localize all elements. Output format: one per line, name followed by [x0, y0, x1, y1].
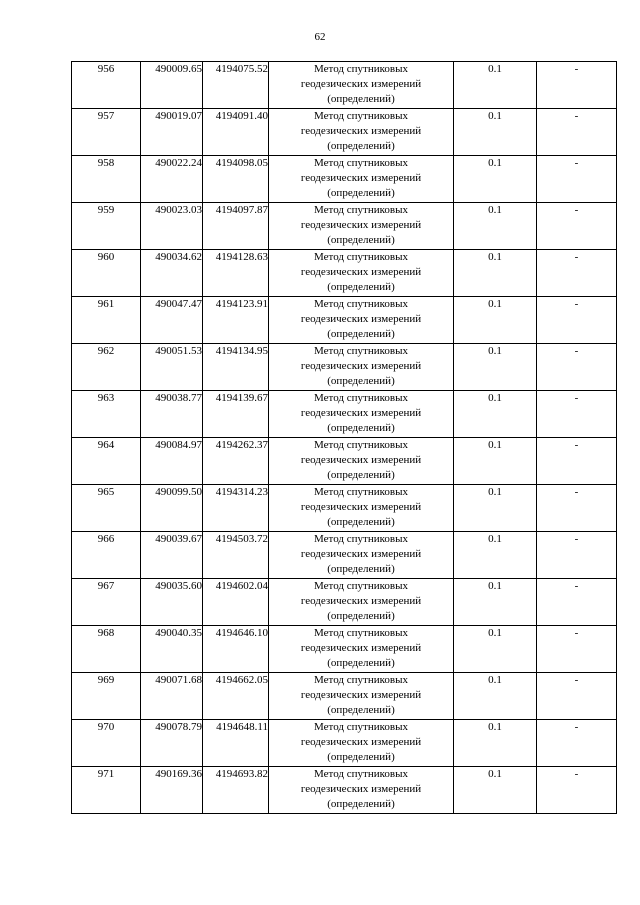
- point-number-cell: 962: [72, 344, 141, 391]
- method-text-line: Метод спутниковых: [314, 157, 408, 169]
- point-number-cell: 968: [72, 626, 141, 673]
- point-number-cell: 956: [72, 62, 141, 109]
- method-text-line: (определений): [327, 422, 395, 434]
- method-text-line: Метод спутниковых: [314, 627, 408, 639]
- y-coordinate-cell: 4194693.82: [203, 767, 269, 814]
- method-text-line: геодезических измерений: [300, 642, 422, 654]
- method-text-line: (определений): [327, 140, 395, 152]
- method-text-line: геодезических измерений: [300, 595, 422, 607]
- x-coordinate-cell: 490019.07: [141, 109, 203, 156]
- note-cell: -: [537, 344, 617, 391]
- y-coordinate-cell: 4194662.05: [203, 673, 269, 720]
- point-number-cell: 970: [72, 720, 141, 767]
- method-cell: [269, 109, 454, 156]
- method-text-line: (определений): [327, 281, 395, 293]
- table-row: [72, 297, 617, 344]
- x-coordinate-cell: 490071.68: [141, 673, 203, 720]
- y-coordinate-cell: 4194648.11: [203, 720, 269, 767]
- method-text-line: (определений): [327, 93, 395, 105]
- coordinates-table: [71, 61, 617, 814]
- note-cell: -: [537, 626, 617, 673]
- method-text-line: (определений): [327, 469, 395, 481]
- method-cell: [269, 156, 454, 203]
- method-text-line: геодезических измерений: [300, 407, 422, 419]
- point-number-cell: 959: [72, 203, 141, 250]
- x-coordinate-cell: 490022.24: [141, 156, 203, 203]
- x-coordinate-cell: 490040.35: [141, 626, 203, 673]
- table-row: [72, 673, 617, 720]
- point-number-cell: 957: [72, 109, 141, 156]
- method-text-line: Метод спутниковых: [314, 110, 408, 122]
- method-text-line: Метод спутниковых: [314, 439, 408, 451]
- method-text-line: Метод спутниковых: [314, 486, 408, 498]
- table-row: [72, 391, 617, 438]
- method-cell: [269, 203, 454, 250]
- method-cell: [269, 438, 454, 485]
- method-cell: [269, 767, 454, 814]
- method-text-line: Метод спутниковых: [314, 674, 408, 686]
- method-text-line: геодезических измерений: [300, 454, 422, 466]
- note-cell: -: [537, 673, 617, 720]
- y-coordinate-cell: 4194262.37: [203, 438, 269, 485]
- y-coordinate-cell: 4194503.72: [203, 532, 269, 579]
- method-text-line: Метод спутниковых: [314, 392, 408, 404]
- x-coordinate-cell: 490038.77: [141, 391, 203, 438]
- x-coordinate-cell: 490084.97: [141, 438, 203, 485]
- x-coordinate-cell: 490034.62: [141, 250, 203, 297]
- accuracy-cell: 0.1: [454, 344, 537, 391]
- y-coordinate-cell: 4194075.52: [203, 62, 269, 109]
- method-text-line: геодезических измерений: [300, 736, 422, 748]
- point-number-cell: 961: [72, 297, 141, 344]
- note-cell: -: [537, 532, 617, 579]
- x-coordinate-cell: 490009.65: [141, 62, 203, 109]
- method-text-line: геодезических измерений: [300, 219, 422, 231]
- y-coordinate-cell: 4194128.63: [203, 250, 269, 297]
- note-cell: -: [537, 62, 617, 109]
- method-text-line: Метод спутниковых: [314, 63, 408, 75]
- method-cell: [269, 485, 454, 532]
- table-row: [72, 579, 617, 626]
- y-coordinate-cell: 4194314.23: [203, 485, 269, 532]
- method-text-line: Метод спутниковых: [314, 345, 408, 357]
- method-cell: [269, 579, 454, 626]
- method-text-line: геодезических измерений: [300, 78, 422, 90]
- y-coordinate-cell: 4194646.10: [203, 626, 269, 673]
- method-cell: [269, 250, 454, 297]
- method-cell: [269, 62, 454, 109]
- accuracy-cell: 0.1: [454, 767, 537, 814]
- note-cell: -: [537, 720, 617, 767]
- y-coordinate-cell: 4194097.87: [203, 203, 269, 250]
- method-text-line: геодезических измерений: [300, 783, 422, 795]
- method-text-line: (определений): [327, 375, 395, 387]
- method-text-line: Метод спутниковых: [314, 768, 408, 780]
- method-text-line: геодезических измерений: [300, 548, 422, 560]
- method-text-line: (определений): [327, 328, 395, 340]
- method-text-line: геодезических измерений: [300, 266, 422, 278]
- table-row: [72, 532, 617, 579]
- method-text-line: Метод спутниковых: [314, 533, 408, 545]
- method-text-line: (определений): [327, 516, 395, 528]
- accuracy-cell: 0.1: [454, 720, 537, 767]
- method-cell: [269, 626, 454, 673]
- x-coordinate-cell: 490051.53: [141, 344, 203, 391]
- note-cell: -: [537, 485, 617, 532]
- method-text-line: (определений): [327, 610, 395, 622]
- point-number-cell: 964: [72, 438, 141, 485]
- table-row: [72, 203, 617, 250]
- method-text-line: (определений): [327, 798, 395, 810]
- point-number-cell: 965: [72, 485, 141, 532]
- note-cell: -: [537, 438, 617, 485]
- method-text-line: (определений): [327, 563, 395, 575]
- method-text-line: геодезических измерений: [300, 125, 422, 137]
- method-text-line: Метод спутниковых: [314, 580, 408, 592]
- x-coordinate-cell: 490035.60: [141, 579, 203, 626]
- accuracy-cell: 0.1: [454, 109, 537, 156]
- method-text-line: геодезических измерений: [300, 360, 422, 372]
- note-cell: -: [537, 767, 617, 814]
- note-cell: -: [537, 579, 617, 626]
- y-coordinate-cell: 4194602.04: [203, 579, 269, 626]
- accuracy-cell: 0.1: [454, 673, 537, 720]
- accuracy-cell: 0.1: [454, 203, 537, 250]
- note-cell: -: [537, 156, 617, 203]
- accuracy-cell: 0.1: [454, 250, 537, 297]
- table-body: [72, 62, 617, 814]
- note-cell: -: [537, 391, 617, 438]
- y-coordinate-cell: 4194098.05: [203, 156, 269, 203]
- table-row: [72, 767, 617, 814]
- method-cell: [269, 532, 454, 579]
- accuracy-cell: 0.1: [454, 438, 537, 485]
- x-coordinate-cell: 490078.79: [141, 720, 203, 767]
- method-text-line: (определений): [327, 751, 395, 763]
- method-text-line: геодезических измерений: [300, 501, 422, 513]
- accuracy-cell: 0.1: [454, 62, 537, 109]
- method-text-line: геодезических измерений: [300, 313, 422, 325]
- method-text-line: геодезических измерений: [300, 689, 422, 701]
- point-number-cell: 971: [72, 767, 141, 814]
- point-number-cell: 967: [72, 579, 141, 626]
- table-row: [72, 250, 617, 297]
- method-text-line: Метод спутниковых: [314, 721, 408, 733]
- method-cell: [269, 673, 454, 720]
- method-cell: [269, 297, 454, 344]
- note-cell: -: [537, 250, 617, 297]
- accuracy-cell: 0.1: [454, 485, 537, 532]
- y-coordinate-cell: 4194091.40: [203, 109, 269, 156]
- point-number-cell: 966: [72, 532, 141, 579]
- method-text-line: (определений): [327, 657, 395, 669]
- table-row: [72, 438, 617, 485]
- accuracy-cell: 0.1: [454, 532, 537, 579]
- x-coordinate-cell: 490039.67: [141, 532, 203, 579]
- accuracy-cell: 0.1: [454, 297, 537, 344]
- accuracy-cell: 0.1: [454, 391, 537, 438]
- point-number-cell: 958: [72, 156, 141, 203]
- y-coordinate-cell: 4194123.91: [203, 297, 269, 344]
- note-cell: -: [537, 297, 617, 344]
- table-row: [72, 156, 617, 203]
- table-row: [72, 109, 617, 156]
- note-cell: -: [537, 109, 617, 156]
- table-row: [72, 626, 617, 673]
- table-row: [72, 720, 617, 767]
- method-text-line: геодезических измерений: [300, 172, 422, 184]
- page-number: 62: [314, 31, 326, 43]
- table-row: [72, 344, 617, 391]
- x-coordinate-cell: 490023.03: [141, 203, 203, 250]
- table-row: [72, 62, 617, 109]
- method-text-line: (определений): [327, 234, 395, 246]
- method-text-line: Метод спутниковых: [314, 251, 408, 263]
- method-cell: [269, 391, 454, 438]
- point-number-cell: 969: [72, 673, 141, 720]
- method-text-line: (определений): [327, 187, 395, 199]
- x-coordinate-cell: 490099.50: [141, 485, 203, 532]
- method-cell: [269, 720, 454, 767]
- accuracy-cell: 0.1: [454, 626, 537, 673]
- accuracy-cell: 0.1: [454, 156, 537, 203]
- x-coordinate-cell: 490169.36: [141, 767, 203, 814]
- method-text-line: Метод спутниковых: [314, 298, 408, 310]
- point-number-cell: 963: [72, 391, 141, 438]
- table-row: [72, 485, 617, 532]
- note-cell: -: [537, 203, 617, 250]
- method-cell: [269, 344, 454, 391]
- y-coordinate-cell: 4194134.95: [203, 344, 269, 391]
- method-text-line: Метод спутниковых: [314, 204, 408, 216]
- point-number-cell: 960: [72, 250, 141, 297]
- y-coordinate-cell: 4194139.67: [203, 391, 269, 438]
- method-text-line: (определений): [327, 704, 395, 716]
- x-coordinate-cell: 490047.47: [141, 297, 203, 344]
- accuracy-cell: 0.1: [454, 579, 537, 626]
